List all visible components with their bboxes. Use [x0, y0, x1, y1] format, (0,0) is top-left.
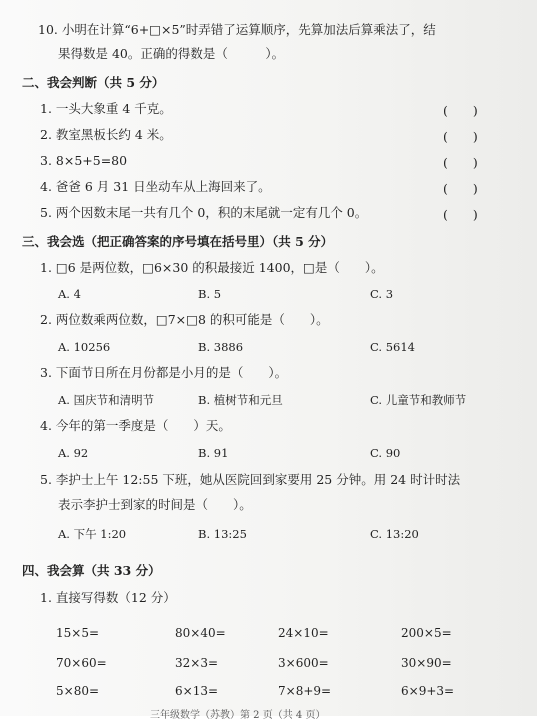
- q10-line1: 10. 小明在计算“6+□×5”时弄错了运算顺序，先算加法后算乘法了，结: [38, 22, 436, 37]
- choice-q3-b: B. 植树节和元旦: [198, 393, 283, 407]
- section-choice-title: 三、我会选（把正确答案的序号填在括号里）（共 5 分）: [22, 234, 334, 249]
- choice-q5-b: B. 13:25: [198, 527, 247, 541]
- judge-answer-4[interactable]: ( ): [443, 181, 478, 196]
- calc-cell: 15×5=: [56, 626, 100, 640]
- judge-item-2: 2. 教室黑板长约 4 米。: [40, 127, 172, 142]
- calc-cell: 6×9+3=: [401, 684, 455, 698]
- choice-q4-b: B. 91: [198, 446, 229, 460]
- section-calc-title: 四、我会算（共 33 分）: [22, 563, 161, 578]
- choice-q3-c: C. 儿童节和教师节: [370, 393, 467, 407]
- calc-cell: 7×8+9=: [278, 684, 332, 698]
- judge-answer-3[interactable]: ( ): [443, 155, 478, 170]
- calc-cell: 30×90=: [401, 656, 452, 670]
- calc-cell: 3×600=: [278, 656, 329, 670]
- page-footer: 三年级数学（苏教）第 2 页（共 4 页）: [150, 710, 326, 721]
- q10-line2: 果得数是 40。正确的得数是（ ）。: [58, 46, 285, 61]
- judge-answer-5[interactable]: ( ): [443, 207, 478, 222]
- judge-item-4: 4. 爸爸 6 月 31 日坐动车从上海回来了。: [40, 179, 271, 194]
- choice-q1-c: C. 3: [370, 287, 394, 301]
- calc-subtitle: 1. 直接写得数（12 分）: [40, 590, 176, 605]
- choice-q5-c: C. 13:20: [370, 527, 419, 541]
- calc-cell: 200×5=: [401, 626, 452, 640]
- calc-cell: 24×10=: [278, 626, 329, 640]
- judge-answer-1[interactable]: ( ): [443, 103, 478, 118]
- choice-q2-c: C. 5614: [370, 340, 415, 354]
- calc-cell: 6×13=: [175, 684, 219, 698]
- calc-cell: 80×40=: [175, 626, 226, 640]
- calc-cell: 5×80=: [56, 684, 100, 698]
- choice-q4-c: C. 90: [370, 446, 401, 460]
- choice-q1-a: A. 4: [58, 287, 81, 301]
- choice-q5-stem-line1: 5. 李护士上午 12:55 下班，她从医院回到家要用 25 分钟。用 24 时计时法: [40, 472, 461, 487]
- section-judge-title: 二、我会判断（共 5 分）: [22, 75, 165, 90]
- choice-q4-a: A. 92: [58, 446, 89, 460]
- choice-q5-a: A. 下午 1:20: [58, 527, 127, 541]
- choice-q2-stem: 2. 两位数乘两位数，□7×□8 的积可能是（ ）。: [40, 312, 329, 327]
- choice-q1-stem: 1. □6 是两位数，□6×30 的积最接近 1400，□是（ ）。: [40, 260, 384, 275]
- choice-q5-stem-line2: 表示李护士到家的时间是（ ）。: [58, 497, 252, 512]
- calc-cell: 32×3=: [175, 656, 219, 670]
- choice-q2-a: A. 10256: [58, 340, 111, 354]
- judge-answer-2[interactable]: ( ): [443, 129, 478, 144]
- choice-q4-stem: 4. 今年的第一季度是（ ）天。: [40, 418, 231, 433]
- choice-q2-b: B. 3886: [198, 340, 244, 354]
- calc-cell: 70×60=: [56, 656, 107, 670]
- judge-item-3: 3. 8×5+5=80: [40, 153, 128, 168]
- judge-item-1: 1. 一头大象重 4 千克。: [40, 101, 172, 116]
- choice-q1-b: B. 5: [198, 287, 222, 301]
- choice-q3-stem: 3. 下面节日所在月份都是小月的是（ ）。: [40, 365, 288, 380]
- choice-q3-a: A. 国庆节和清明节: [58, 393, 155, 407]
- judge-item-5: 5. 两个因数末尾一共有几个 0，积的末尾就一定有几个 0。: [40, 205, 368, 220]
